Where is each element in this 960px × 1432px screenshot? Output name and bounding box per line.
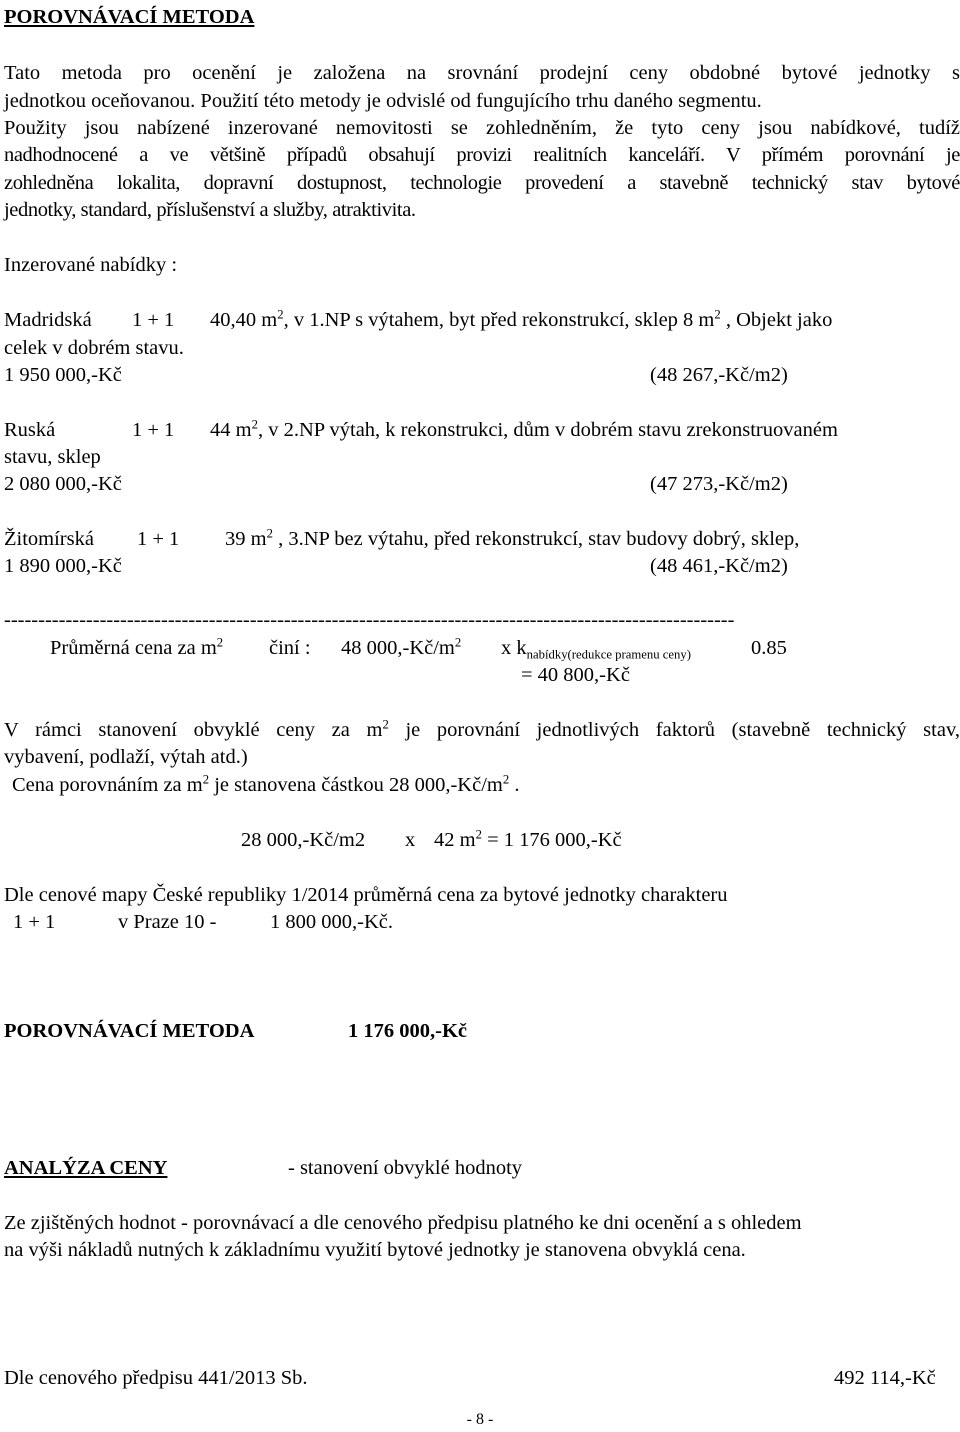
analysis-line-2: na výši nákladů nutných k základnímu využití bytové jednotky je stanovena obvyklá cena. xyxy=(4,1239,746,1261)
offer-layout: 1 + 1 xyxy=(137,528,180,550)
offer-layout: 1 + 1 xyxy=(132,419,175,441)
offer-street: Žitomírská xyxy=(4,528,94,550)
calc-unit-price: 28 000,-Kč/m2 xyxy=(241,829,366,851)
price-map-value: 1 800 000,-Kč. xyxy=(270,911,393,933)
average-label: Průměrná cena za $m^2$ xyxy=(50,635,224,659)
offer-details: 40,40 $m^2$, v 1.NP s výtahem, byt před rekonstrukcí, sklep 8 $m^2$ , Objekt jako xyxy=(210,307,833,331)
regulation-value: 492 114,-Kč xyxy=(834,1367,936,1389)
offer-unit-price: (48 267,-Kč/m2) xyxy=(650,364,788,386)
average-value: 48 $000,-Kč/m^2$ xyxy=(341,635,462,659)
offer-line-2: stavu, sklep xyxy=(4,446,101,468)
section-heading: POROVNÁVACÍ METODA xyxy=(4,6,255,28)
offer-details: 44 $m^2$, v 2.NP výtah, k rekonstrukci, dům v dobrém stavu zrekonstruovaném xyxy=(210,417,838,441)
coefficient-value: 0.85 xyxy=(751,637,787,659)
reduction-coefficient: x $k_{nabídky(redukce pramenu ceny)}$ xyxy=(501,637,691,662)
method-result-value: 1 176 000,-Kč xyxy=(348,1020,467,1042)
offer-price: 2 080 000,-Kč xyxy=(4,473,122,495)
usual-line-3: Cena porovnáním za $m^2$ je stanovena částkou 28 $000,-Kč/m^2$ . xyxy=(12,772,520,796)
price-map-line-1: Dle cenové mapy České republiky 1/2014 průměrná cena za bytové jednotky charakteru xyxy=(4,884,728,906)
method-result-label: POROVNÁVACÍ METODA xyxy=(4,1020,255,1042)
usual-line-1: V rámci stanovení obvyklé ceny za $m^2$ je porovnání jednotlivých faktorů (stavebně technický stav, xyxy=(4,717,960,741)
intro-line-3: Použity jsou nabízené inzerované nemovitosti se zohledněním, že tyto ceny jsou nabídkové, tudíž xyxy=(4,117,960,139)
analysis-subtitle: - stanovení obvyklé hodnoty xyxy=(288,1157,523,1179)
intro-line-2: jednotkou oceňovanou. Použití této metody je odvislé od fungujícího trhu daného segmentu. xyxy=(4,90,762,112)
offer-details: 39 $m^2$ , 3.NP bez výtahu, před rekonstrukcí, stav budovy dobrý, sklep, xyxy=(225,526,800,550)
average-result: = 40 800,-Kč xyxy=(521,664,630,686)
price-map-location: v Praze 10 - xyxy=(118,911,217,933)
regulation-label: Dle cenového předpisu 441/2013 Sb. xyxy=(4,1367,308,1389)
offer-line-2: celek v dobrém stavu. xyxy=(4,337,184,359)
offer-price: 1 950 000,-Kč xyxy=(4,364,122,386)
offer-layout: 1 + 1 xyxy=(132,309,175,331)
analysis-line-1: Ze zjištěných hodnot - porovnávací a dle cenového předpisu platného ke dni ocenění a s ohledem xyxy=(4,1212,802,1234)
price-map-layout: 1 + 1 xyxy=(13,911,56,933)
analysis-heading: ANALÝZA CENY xyxy=(4,1157,168,1179)
offer-unit-price: (48 461,-Kč/m2) xyxy=(650,555,788,577)
offer-price: 1 890 000,-Kč xyxy=(4,555,122,577)
intro-line-6: jednotky, standard, příslušenství a služby, atraktivita. xyxy=(4,199,416,221)
usual-line-2: vybavení, podlaží, výtah atd.) xyxy=(4,746,248,768)
offer-street: Ruská xyxy=(4,419,56,441)
separator-line: ----------------------------------------------------------------------------------------------------------- xyxy=(4,609,735,631)
intro-line-4: nadhodnocené a ve většině případů obsahují provizi realitních kanceláří. V přímém porovnání je xyxy=(4,144,960,166)
intro-line-1: Tato metoda pro ocenění je založena na srovnání prodejní ceny obdobné bytové jednotky s xyxy=(4,62,960,84)
average-equals: činí : xyxy=(269,637,311,659)
calc-area-result: 42 $m^2 = 1$ 176 000,-Kč xyxy=(434,827,622,851)
offer-unit-price: (47 273,-Kč/m2) xyxy=(650,473,788,495)
intro-line-5: zohledněna lokalita, dopravní dostupnost, technologie provedení a stavebně technický stav bytové xyxy=(4,172,960,194)
offer-street: Madridská xyxy=(4,309,92,331)
offers-heading: Inzerované nabídky : xyxy=(4,254,178,276)
page-number: - 8 - xyxy=(466,1411,494,1428)
calc-times: x xyxy=(405,829,416,851)
